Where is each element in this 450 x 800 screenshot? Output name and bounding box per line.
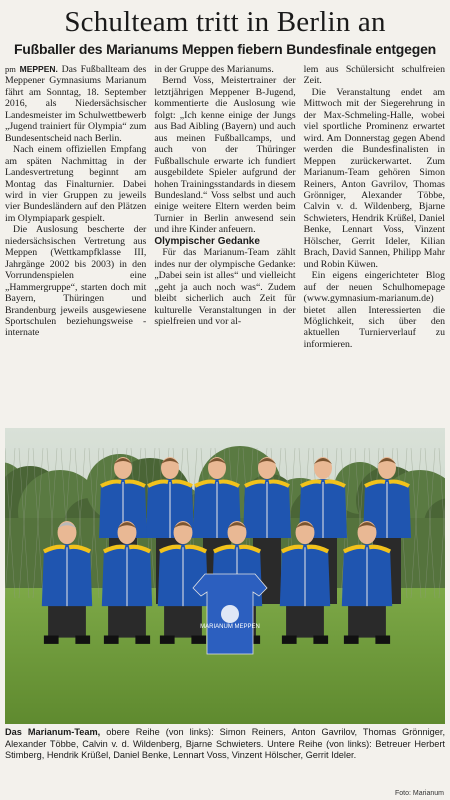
caption-lead: Das Marianum-Team, [5, 727, 101, 737]
article-body [5, 64, 445, 424]
player-shoe [282, 636, 297, 644]
paragraph-text: Das Fußballteam des Meppener Gymnasiums Marianum fährt am Sonntag, 18. September 2016, als Niedersächsischer Landesmeister im Schulwettbewerb „Jugend trainiert für Olympia“ zum Bundesentscheid nach Berlin. [5, 64, 147, 144]
player-shoe [191, 636, 206, 644]
player-shoe [313, 636, 328, 644]
dateline: MEPPEN. [19, 64, 58, 74]
paragraph: Für das Marianum-Team zählt indes nur der olympische Gedanke: „Dabei sein ist alles“ und vielleicht „geht ja auch noch was“. Zudem bleibt sicherlich auch Zeit für kulturelle Veranstaltungen in der spielfreien und vor al- [154, 247, 296, 327]
player-shoe [44, 636, 59, 644]
paragraph: in der Gruppe des Marianums. [154, 64, 274, 75]
paragraph: lem aus Schülersicht schulfreien Zeit. [303, 64, 445, 87]
author-tag: pm [5, 64, 16, 74]
photo-credit: Foto: Marianum [394, 790, 444, 797]
player-shoe [375, 636, 390, 644]
caption-text: obere Reihe (von links): Simon Reiners, Anton Gavrilov, Thomas Grönniger, Alexander Többe, Calvin v. d. Wildenberg, Bjarne Schwieters. Untere Reihe (von links): Betreuer Herbert Stimberg, Hendrik Krüßel, Daniel Benke, Lennart Voss, Vinzent Hölscher, Gerrit Ideler. [5, 727, 445, 761]
player-shoe [104, 636, 119, 644]
section-subheading: Olympischer Gedanke [154, 235, 260, 247]
subheadline: Fußballer des Marianums Meppen fiebern Bundesfinale entgegen [13, 41, 437, 57]
shirt-emblem [221, 605, 239, 623]
player-shoe [135, 636, 150, 644]
player-shoe [75, 636, 90, 644]
paragraph [5, 64, 146, 144]
article-column-3 [304, 64, 445, 424]
team-photo-illustration [5, 428, 445, 724]
headline: Schulteam tritt in Berlin an [64, 6, 386, 38]
paragraph: Ein eigens eingerichteter Blog auf der neuen Schulhomepage (www.gymnasium-marianum.de) bietet allen Interessierten die Möglichkeit, sich über den aktuellen Turnierverlauf zu informieren. [303, 270, 445, 350]
photo-caption [5, 727, 445, 762]
shirt-text: MARIANUM MEPPEN [200, 624, 260, 630]
player-shoe [344, 636, 359, 644]
player-shoe [160, 636, 175, 644]
team-photo [5, 428, 445, 724]
paragraph: Bernd Voss, Meistertrainer der letztjährigen Meppener B-Jugend, kommentierte die Auslosung wie folgt: „Ich kenne einige der Jungs aus Bad Aibling (Bayern) und auch aus meinen Fußballcamps, und auch von der Thüringer Fußballschule erwarte ich fundiert ausgebildete Spieler aufgrund der hohen Trainingsstandards in diesem Bundesland.“ Voss selbst und auch einige weitere Eltern werden beim Turnier in Berlin anwesend sein und ihre Kinder anfeuern. [154, 75, 296, 236]
paragraph: Die Auslosung bescherte der niedersächsischen Vertretung aus Meppen (Wettkampfklasse III, Jahrgänge 2002 bis 2003) in den Vorrundenspielen eine „Hammergruppe“, starten doch mit Bayern, Thüringen und Brandenburg jeweils ausgewiesene Sportschulen beziehungsweise -internate [5, 224, 147, 339]
article-column-2 [154, 64, 295, 424]
paragraph: Nach einem offiziellen Empfang am späten Nachmittag in der Landesvertretung beginnt am Montag das Finalturnier. Dabei wird in vier Gruppen zu jeweils vier Bundesländern auf den Plätzen im Olympiapark gespielt. [5, 144, 147, 224]
article-column-1 [5, 64, 146, 424]
paragraph: Die Veranstaltung endet am Mittwoch mit der Siegerehrung in der Max-Schmeling-Halle, wobei viel sportliche Prominenz erwartet wird. Am Donnerstag gegen Abend werden die Bundesfinalisten in Meppen zurückerwartet. Zum Marianum-Team gehören Simon Reiners, Anton Gavrilov, Thomas Grönniger, Alexander Többe, Calvin v. d. Wildenberg, Bjarne Schwieters, Hendrik Krüßel, Daniel Benke, Lennart Voss, Vinzent Hölscher, Gerrit Ideler, Kilian Brach, David Sannen, Philipp Mahr und Robin Küwen. [303, 86, 445, 270]
